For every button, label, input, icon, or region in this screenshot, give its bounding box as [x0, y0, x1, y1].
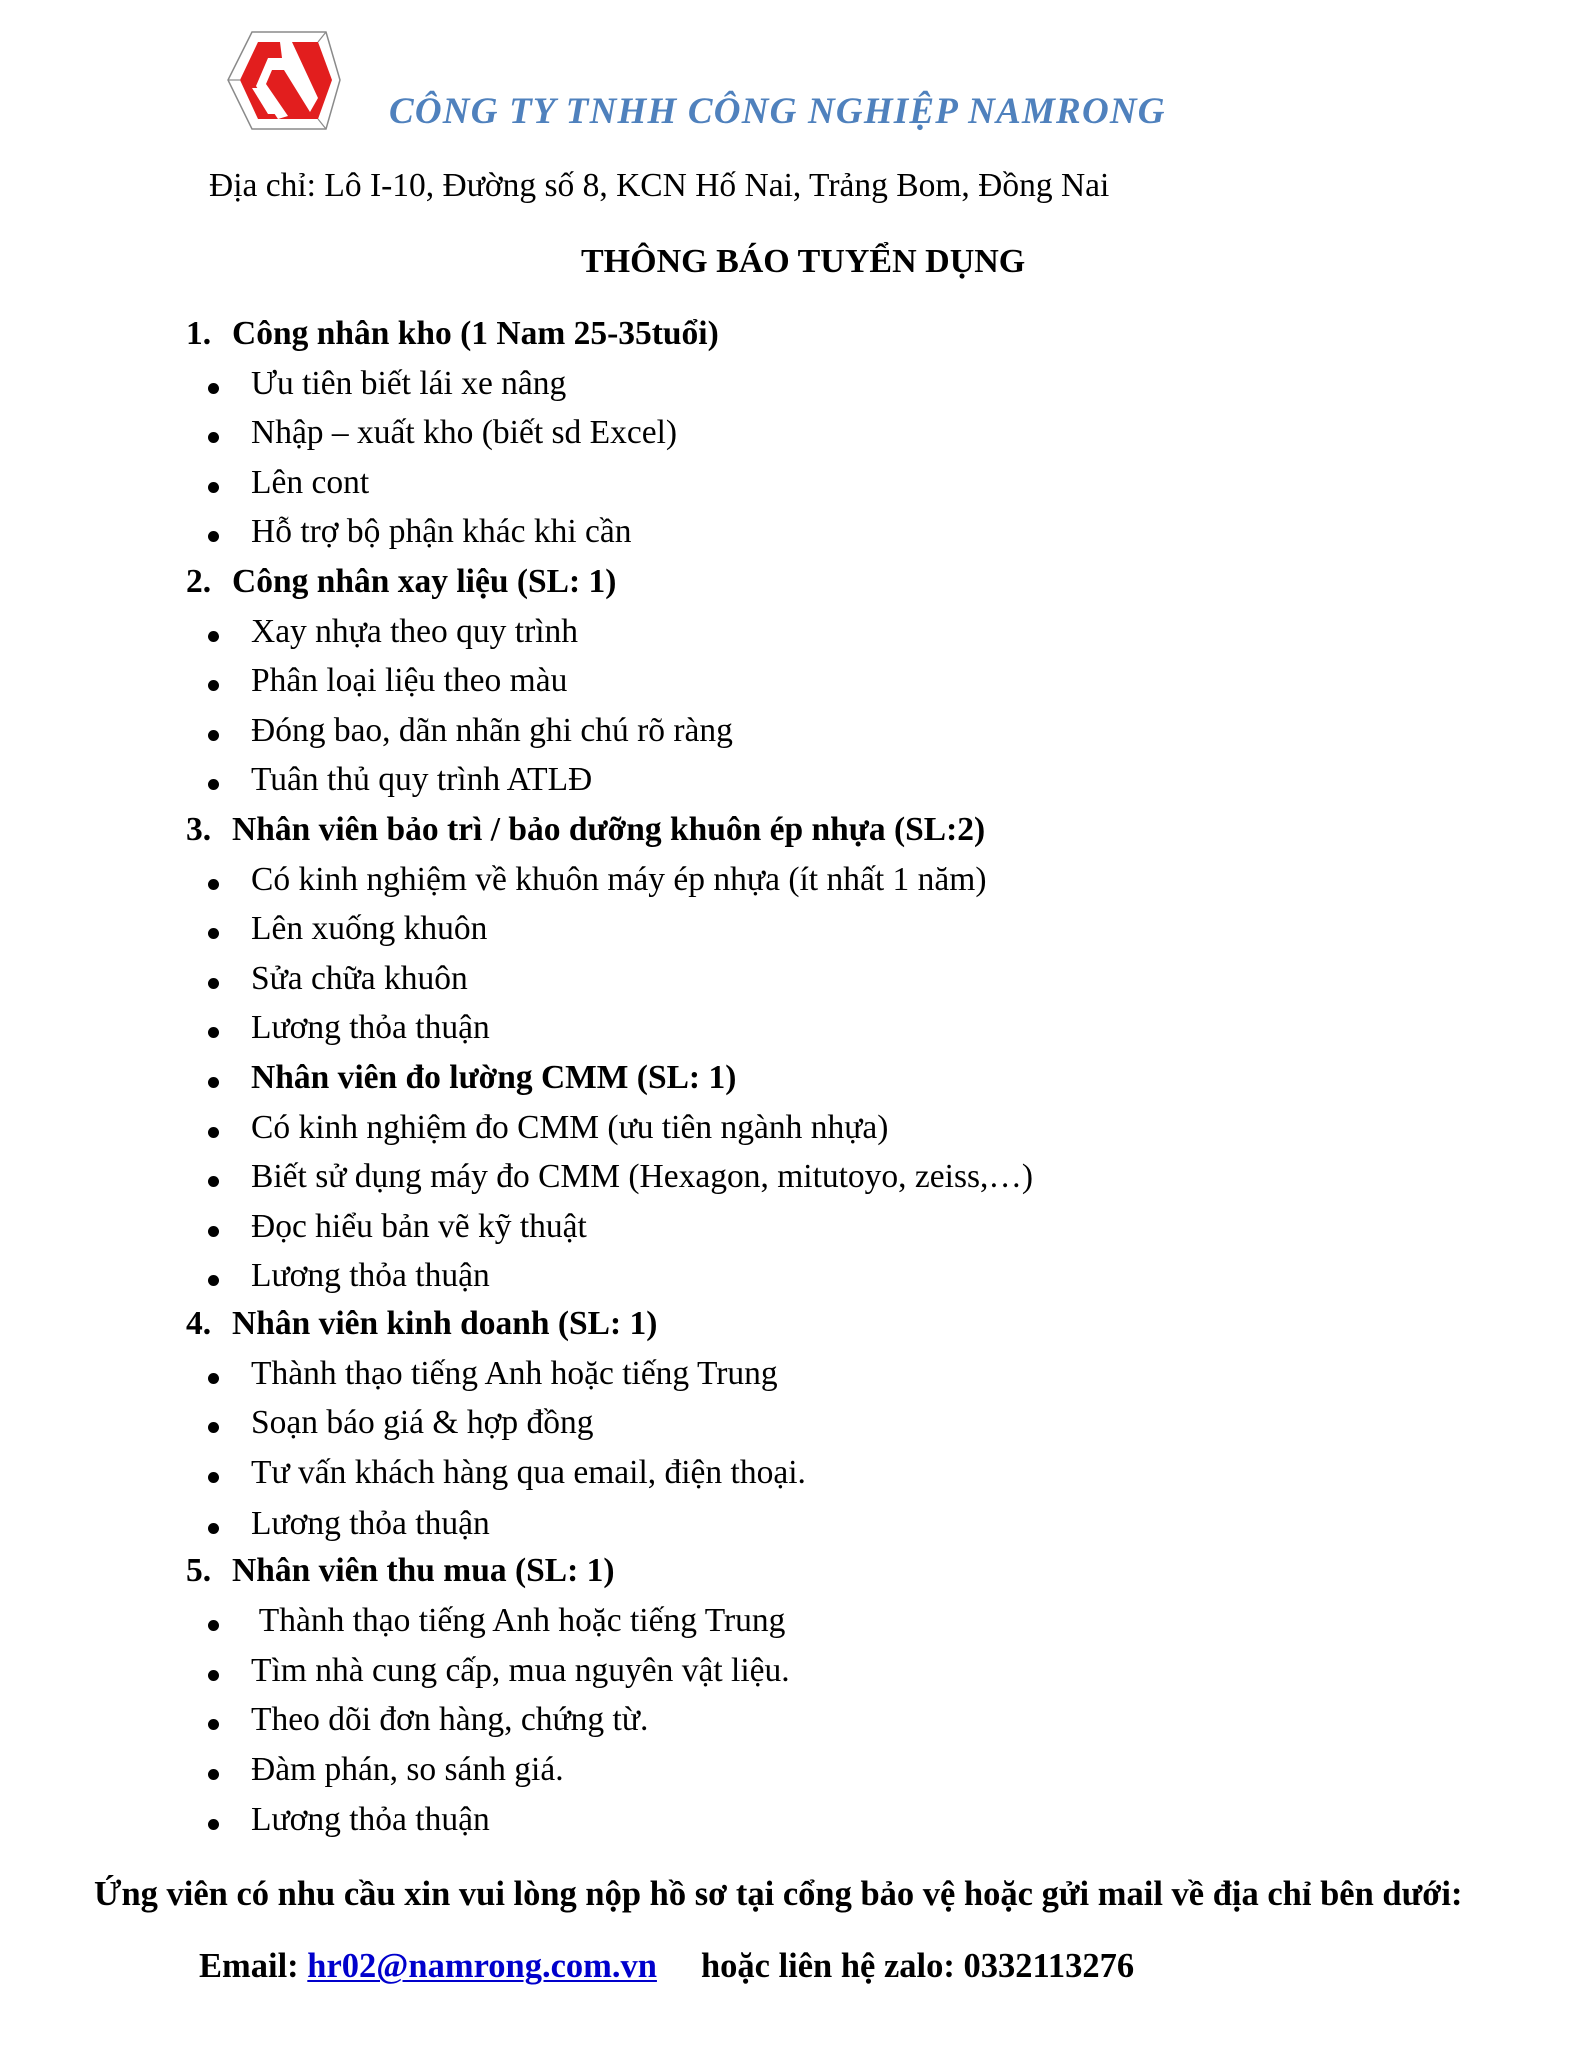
list-item: Phân loại liệu theo màu — [251, 662, 568, 699]
list-item: Lương thỏa thuận — [251, 1257, 490, 1294]
notice-title: THÔNG BÁO TUYỂN DỤNG — [581, 243, 1026, 280]
list-item: Đàm phán, so sánh giá. — [251, 1751, 564, 1788]
job-heading-4 — [186, 1299, 657, 1349]
list-item: Tìm nhà cung cấp, mua nguyên vật liệu. — [251, 1652, 790, 1689]
list-item-subheading: Nhân viên đo lường CMM (SL: 1) — [251, 1059, 737, 1096]
job-heading-3 — [186, 805, 985, 855]
list-item: Tuân thủ quy trình ATLĐ — [251, 761, 593, 798]
job-title: Nhân viên bảo trì / bảo dưỡng khuôn ép nhựa (SL:2) — [232, 811, 986, 848]
job-title: Nhân viên kinh doanh (SL: 1) — [232, 1305, 658, 1342]
namrong-logo-icon — [222, 28, 342, 133]
job-heading-5 — [186, 1546, 615, 1596]
list-item: Tư vấn khách hàng qua email, điện thoại. — [251, 1454, 806, 1491]
list-item: Lên cont — [251, 464, 370, 501]
email-link[interactable]: hr02@namrong.com.vn — [307, 1947, 657, 1985]
list-item: Xay nhựa theo quy trình — [251, 613, 579, 650]
email-label: Email: — [199, 1947, 308, 1985]
job-title: Nhân viên thu mua (SL: 1) — [232, 1552, 615, 1589]
list-item: Biết sử dụng máy đo CMM (Hexagon, mitutoyo, zeiss,…) — [251, 1158, 1034, 1195]
job-number: 1. — [186, 315, 212, 352]
list-item: Sửa chữa khuôn — [251, 960, 468, 997]
list-item: Lương thỏa thuận — [251, 1009, 490, 1046]
job-number: 4. — [186, 1305, 212, 1342]
list-item: Theo dõi đơn hàng, chứng từ. — [251, 1701, 649, 1738]
zalo-contact: hoặc liên hệ zalo: 0332113276 — [700, 1947, 1135, 1985]
company-name: CÔNG TY TNHH CÔNG NGHIỆP NAMRONG — [389, 91, 1166, 132]
list-item: Ưu tiên biết lái xe nâng — [251, 365, 567, 402]
list-item: Lên xuống khuôn — [251, 910, 488, 947]
list-item: Hỗ trợ bộ phận khác khi cần — [251, 513, 632, 550]
job-number: 3. — [186, 811, 212, 848]
list-item: Lương thỏa thuận — [251, 1801, 490, 1838]
list-item: Thành thạo tiếng Anh hoặc tiếng Trung — [251, 1602, 786, 1639]
job-title: Công nhân kho (1 Nam 25-35tuổi) — [232, 315, 719, 352]
company-logo — [222, 28, 342, 133]
list-item: Đóng bao, dãn nhãn ghi chú rõ ràng — [251, 712, 733, 749]
job-title: Công nhân xay liệu (SL: 1) — [232, 563, 617, 600]
job-heading-1 — [186, 309, 719, 359]
company-address: Địa chỉ: Lô I-10, Đường số 8, KCN Hố Nai, Trảng Bom, Đồng Nai — [209, 167, 1110, 204]
list-item: Lương thỏa thuận — [251, 1505, 490, 1542]
list-item: Nhập – xuất kho (biết sd Excel) — [251, 414, 678, 451]
list-item: Đọc hiểu bản vẽ kỹ thuật — [251, 1208, 587, 1245]
list-item: Soạn báo giá & hợp đồng — [251, 1404, 594, 1441]
job-number: 5. — [186, 1552, 212, 1589]
job-number: 2. — [186, 563, 212, 600]
list-item: Thành thạo tiếng Anh hoặc tiếng Trung — [251, 1355, 778, 1392]
apply-instructions: Ứng viên có nhu cầu xin vui lòng nộp hồ sơ tại cổng bảo vệ hoặc gửi mail về địa chỉ bên dưới: — [94, 1875, 1463, 1913]
list-item: Có kinh nghiệm đo CMM (ưu tiên ngành nhựa) — [251, 1109, 889, 1146]
job-heading-2 — [186, 557, 616, 607]
list-item: Có kinh nghiệm về khuôn máy ép nhựa (ít nhất 1 năm) — [251, 861, 987, 898]
contact-line — [199, 1944, 1134, 1988]
